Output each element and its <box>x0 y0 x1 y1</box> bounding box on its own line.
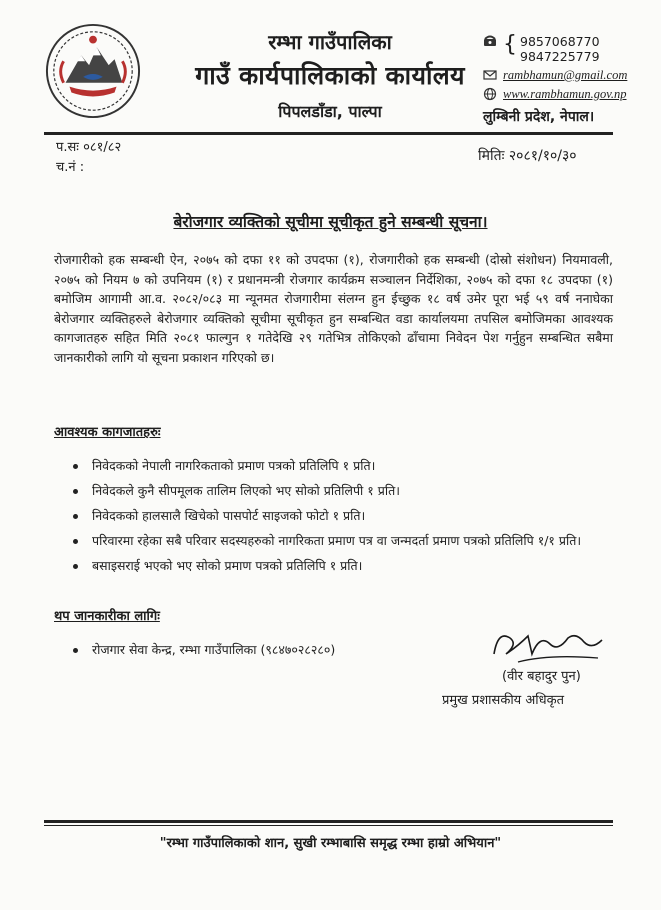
subject-text: बेरोजगार व्यक्तिको सूचीमा सूचीकृत हुने सम्बन्धी सूचना। <box>173 213 488 231</box>
phone-number-1[interactable]: 9857068770 <box>520 34 600 49</box>
province-label: लुम्बिनी प्रदेश, नेपाल। <box>483 109 595 125</box>
website-link[interactable]: www.rambhamun.gov.np <box>503 87 627 101</box>
list-item: निवेदकको हालसालै खिचेको पासपोर्ट साइजको फोटो १ प्रति। <box>54 506 613 526</box>
list-item: बसाइसराई भएको भए सोको प्रमाण पत्रको प्रतिलिपि १ प्रति। <box>54 556 613 576</box>
footer-divider <box>44 820 613 823</box>
office-header <box>180 28 480 124</box>
email-link[interactable]: rambhamun@gmail.com <box>503 68 628 82</box>
list-item: रोजगार सेवा केन्द्र, रम्भा गाउँपालिका (९८४७०२८२८०) <box>54 640 613 660</box>
footer-slogan: "रम्भा गाउँपालिकाको शान, सुखी रम्भाबासि समृद्ध रम्भा हाम्रो अभियान" <box>159 836 502 851</box>
signer-title: प्रमुख प्रशासकीय अधिकृत <box>442 693 565 708</box>
website-row <box>483 87 653 102</box>
office-name: गाउँ कार्यपालिकाको कार्यालय <box>195 61 465 90</box>
phone-numbers <box>520 34 600 64</box>
documents-heading: आवश्यक कागजातहरुः <box>54 425 161 440</box>
reference-block <box>56 138 121 178</box>
footer-divider-thin <box>44 825 613 826</box>
header-divider <box>44 132 613 135</box>
phone-icon <box>483 34 497 48</box>
letter-number: प.सः ०८१/८२ <box>56 140 122 155</box>
signer-name: (वीर बहादुर पुन) <box>502 669 581 684</box>
list-item: परिवारमा रहेका सबै परिवार सदस्यहरुको नागरिकता प्रमाण पत्र वा जन्मदर्ता प्रमाण पत्रको प्रतिलिपि १/१ प्रति। <box>54 531 613 551</box>
office-location: पिपलडाँडा, पाल्पा <box>278 102 382 121</box>
documents-list <box>54 456 613 576</box>
notice-subject <box>0 210 661 232</box>
email-row <box>483 68 653 83</box>
phone-number-2[interactable]: 9847225779 <box>520 49 600 64</box>
list-item: निवेदकले कुनै सीपमूलक तालिम लिएको भए सोको प्रतिलिपी १ प्रति। <box>54 481 613 501</box>
email-icon <box>483 68 497 82</box>
notice-body: रोजगारीको हक सम्बन्धी ऐन, २०७५ को दफा ११ को उपदफा (१), रोजगारीको हक सम्बन्धी (दोस्रो संशोधन) नियमावली, २०७५ को नियम ७ को उपनियम (१) र प्रधानमन्त्री रोजगार कार्यक्रम सञ्चालन निर्देशिका, २०७५ को दफा १८ उपदफा (१) बमोजिम आगामी आ.व. २०८२/०८३ मा न्यूनमत रोजगारीमा संलग्न हुन ईच्छुक १८ वर्ष उमेर पूरा भई ५९ वर्ष ननाघेका बेरोजगार व्यक्तिहरुले बेरोजगार व्यक्तिको सूचीमा सूचीकृत हुन सम्बन्धित वडा कार्यालयमा तपसिल बमोजिमका आवश्यक कागजातहरु सहित मिति २०८१ फाल्गुन १ गतेदेखि २९ गतेभित्र तोकिएको ढाँचामा निवेदन पेश गर्नुहुन सम्बन्धित सबैमा जानकारीको लागि यो सूचना प्रकाशन गरिएको छ। <box>54 252 613 365</box>
nepal-government-emblem-icon <box>44 22 142 120</box>
municipality-name: रम्भा गाउँपालिका <box>268 30 392 54</box>
phone-row <box>483 34 653 64</box>
more-info-heading: थप जानकारीका लागिः <box>54 609 160 624</box>
list-item: निवेदकको नेपाली नागरिकताको प्रमाण पत्रको प्रतिलिपि १ प्रति। <box>54 456 613 476</box>
letter-date: मितिः २०८१/१०/३० <box>478 148 577 164</box>
dispatch-number: च.नं : <box>56 160 85 175</box>
contact-block <box>483 34 653 106</box>
globe-icon <box>483 87 497 101</box>
brace: { <box>503 32 517 57</box>
